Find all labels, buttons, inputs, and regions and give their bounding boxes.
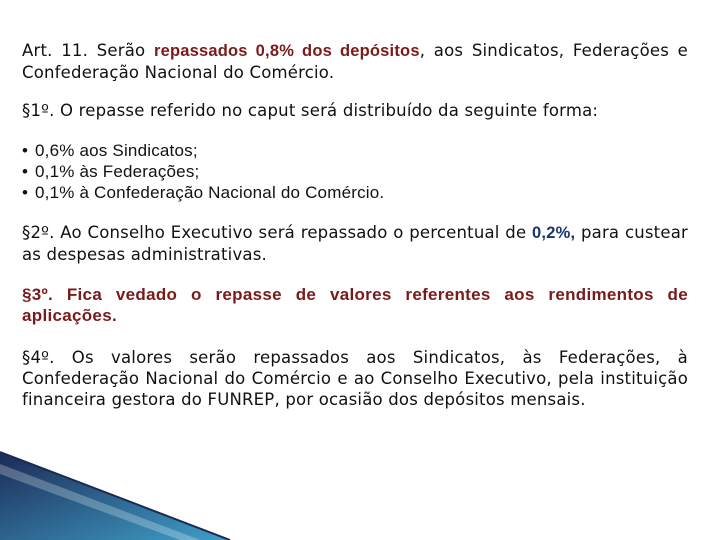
paragraph-2 <box>22 222 688 265</box>
paragraph-2-suffix: para custear as despesas administrativas. <box>22 223 688 264</box>
list-item-text: 0,1% às Federações; <box>35 162 200 181</box>
distribution-list <box>22 140 688 203</box>
paragraph-3: §3º. Fica vedado o repasse de valores referentes aos rendimentos de aplicações. <box>22 285 688 325</box>
list-item <box>22 182 688 203</box>
article-11 <box>22 40 688 83</box>
paragraph-1: §1º. O repasse referido no caput será distribuído da seguinte forma: <box>22 101 599 120</box>
paragraph-4: §4º. Os valores serão repassados aos Sindicatos, às Federações, à Confederação Nacional do Comércio e ao Conselho Executivo, pela instituição financeira gestora do FUNREP, por ocasião dos depósitos mensais. <box>22 348 688 409</box>
bullet-icon: • <box>22 141 29 160</box>
document-body <box>22 40 688 410</box>
list-item <box>22 140 688 161</box>
list-item-text: 0,6% aos Sindicatos; <box>35 141 198 160</box>
corner-swoosh-decoration <box>0 450 720 540</box>
paragraph-2-highlight: 0,2%, <box>532 224 576 242</box>
list-item-text: 0,1% à Confederação Nacional do Comércio. <box>35 183 385 202</box>
paragraph-2-prefix: §2º. Ao Conselho Executivo será repassado o percentual de <box>22 223 533 242</box>
article-suffix: , aos Sindicatos, Federações e Confederação Nacional do Comércio. <box>22 41 688 82</box>
article-prefix: Art. 11. Serão <box>22 41 154 60</box>
article-highlight: repassados 0,8% dos depósitos <box>153 42 420 60</box>
bullet-icon: • <box>22 183 29 202</box>
list-item <box>22 161 688 182</box>
bullet-icon: • <box>22 162 29 181</box>
